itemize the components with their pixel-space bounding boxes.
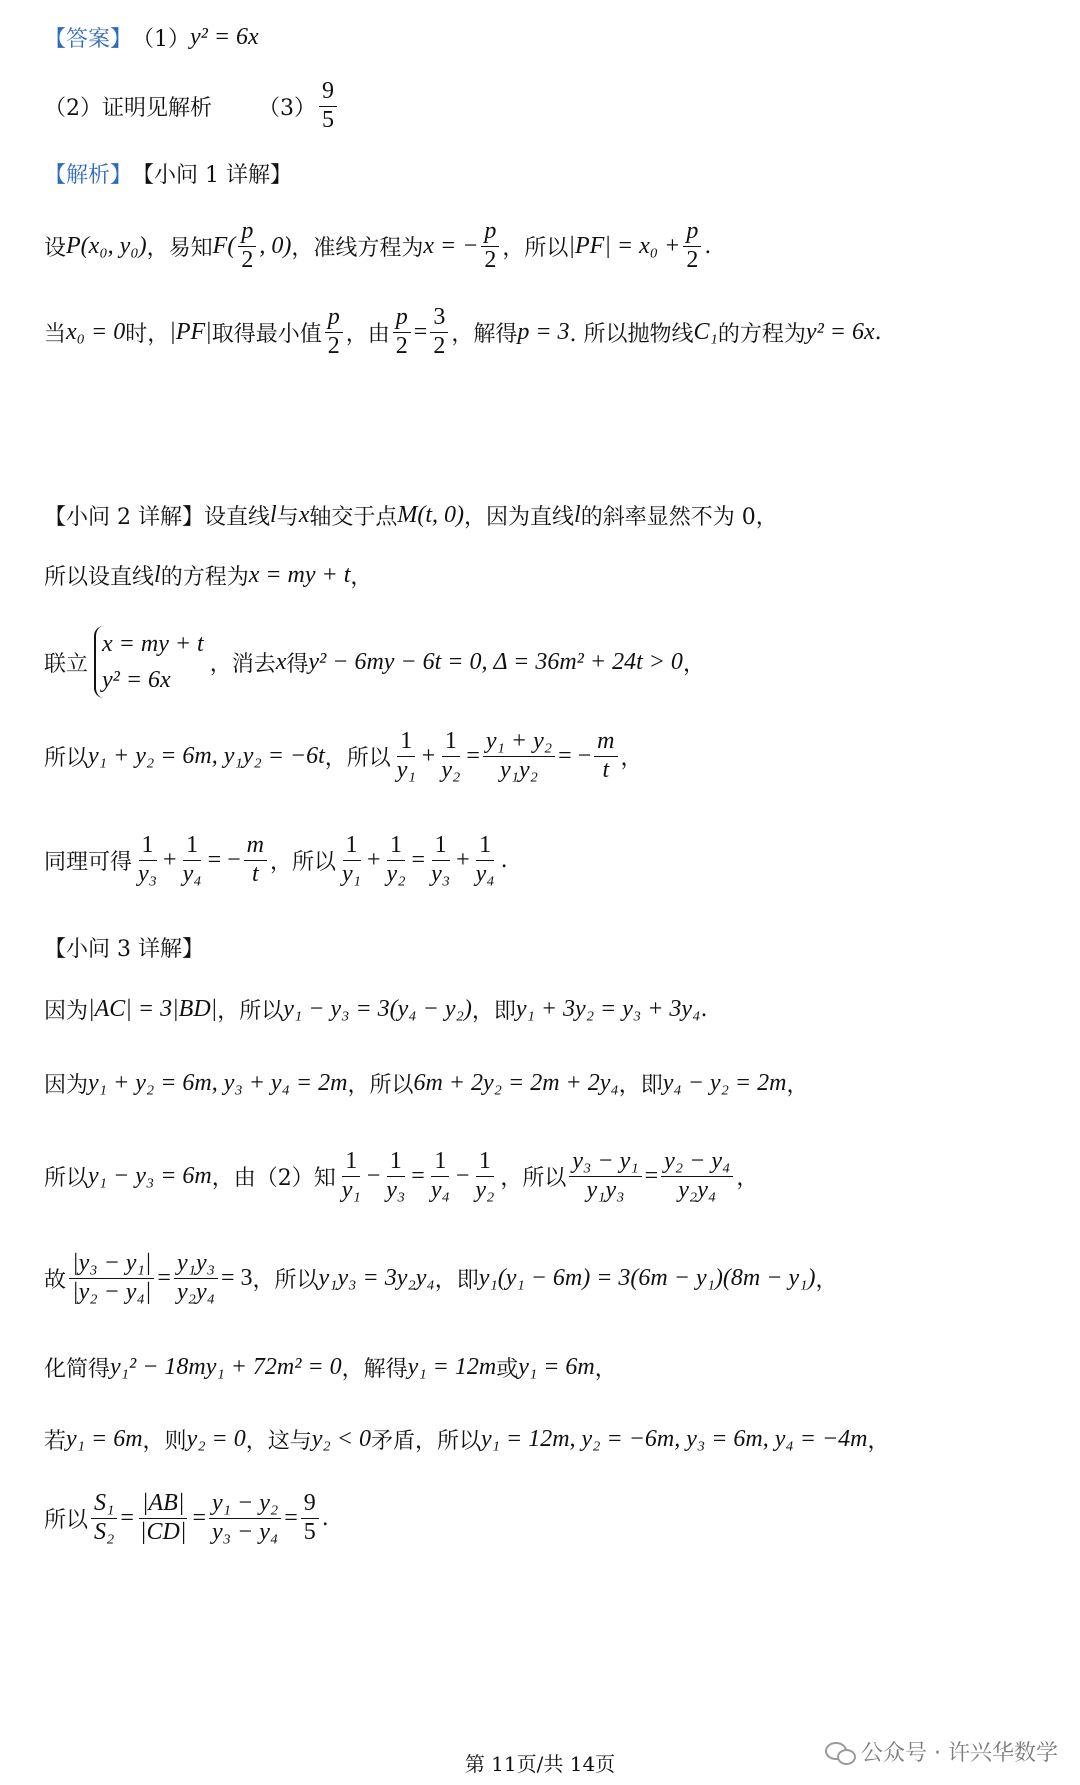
wechat-icon	[825, 1740, 855, 1764]
q1-heading: 【小问 1 详解】	[132, 163, 292, 188]
q3-line-2: 因为 y₁ + y₂ = 6m, y₃ + y₄ = 2m ，所以 6m + 2y₂ = 2m + 2y₄ ，即 y₄ − y₂ = 2m ，	[44, 1070, 809, 1098]
answer-part2: （2）证明见解析	[44, 95, 212, 121]
q3-line-4: 故 $\frac{\text{|y₃ − y₁|}}{\text{|y₂ − y₄|}}$ = $\frac{\text{y₁y₃}}{\text{y₂y₄}}$ = 3 ，所以 y₁y₃ = 3y₂y₄ ，即 y₁(y₁ − 6m) = 3(6m − y₁)(8m − y₁) ，	[44, 1250, 838, 1305]
answer-part3-label: （3）	[258, 95, 316, 121]
q3-heading: 【小问 3 详解】	[44, 937, 204, 962]
answer-tag: 【答案】	[44, 27, 133, 52]
q3-line-3: 所以 y₁ − y₃ = 6m ，由（2）知 $\frac{1}{\text{y₁}}$ − $\frac{1}{\text{y₃}}$ = $\frac{1}{\text{y₄}}$ − $\frac{1}{\text{y₂}}$ ，所以 $\frac{\text{y₃ − y₁}}{\text{y₁y₃}}$ = $\frac{\text{y₂ − y₄}}{\text{y₂y₄}}$ ，	[44, 1148, 759, 1203]
q2-line-3: 联立 x = my + t y² = 6x ，消去 x 得 y² − 6my − 6t = 0, Δ = 36m² + 24t > 0 ，	[44, 626, 705, 698]
q2-line-4: 所以 y₁ + y₂ = 6m, y₁y₂ = −6t ，所以 $\frac{1}{\text{y₁}}$ + $\frac{1}{\text{y₂}}$ = $\frac{\text{y₁ + y₂}}{\text{y₁y₂}}$ = − $\frac{m}{t}$ ，	[44, 728, 643, 783]
answer-part1-label: （1）	[132, 27, 191, 52]
q1-line-2: 当 x₀ = 0 时， |PF| 取得最小值 $\frac{p}{2}$ ，由 $\frac{p}{2}$ = $\frac{3}{2}$ ，解得 p = 3 . 所以抛物线 C₁ 的方程为 y² = 6x .	[44, 304, 882, 359]
answer-line-1	[44, 22, 259, 53]
q1-line-1: 设 P(x₀, y₀) ，易知 F( $\frac{p}{2}$ , 0) ，准线方程为 x = − $\frac{p}{2}$ ，所以 |PF| = x₀ + $\frac{p}{2}$ .	[44, 218, 712, 273]
page-footer: 第 11页/共 14页	[464, 1752, 616, 1776]
q2-line-2: 所以设直线 l 的方程为 x = my + t ，	[44, 562, 373, 590]
q2-heading: 【小问 2 详解】	[44, 505, 204, 530]
answer-part3-fraction: $\frac{9}{5}$	[319, 78, 337, 134]
analysis-tag: 【解析】	[44, 163, 133, 188]
q3-line-5: 化简得 y₁² − 18my₁ + 72m² = 0 ，解得 y₁ = 12m 或 y₁ = 6m ，	[44, 1354, 617, 1382]
q3-line-1: 因为 |AC| = 3|BD| ，所以 y₁ − y₃ = 3(y₄ − y₂) ，即 y₁ + 3y₂ = y₃ + 3y₄ .	[44, 996, 708, 1024]
analysis-heading	[44, 158, 292, 189]
q3-line-7: 所以 $\frac{\text{S₁}}{\text{S₂}}$ = $\frac{|AB|}{|CD|}$ = $\frac{\text{y₁ − y₂}}{\text{y₃ − y₄}}$ = $\frac{9}{5}$ .	[44, 1490, 329, 1545]
watermark	[825, 1736, 1058, 1767]
q2-line-5: 同理可得 $\frac{1}{\text{y₃}}$ + $\frac{1}{\text{y₄}}$ = − $\frac{m}{t}$ ，所以 $\frac{1}{\text{y₁}}$ + $\frac{1}{\text{y₂}}$ = $\frac{1}{\text{y₃}}$ + $\frac{1}{\text{y₄}}$ .	[44, 832, 508, 887]
q3-line-6: 若 y₁ = 6m ，则 y₂ = 0 ，这与 y₂ < 0 矛盾，所以 y₁ = 12m, y₂ = −6m, y₃ = 6m, y₄ = −4m ，	[44, 1426, 890, 1454]
system-of-equations: x = my + t y² = 6x	[94, 626, 204, 698]
q2-line-1: 【小问 2 详解】 设直线 l 与 x 轴交于点 M(t, 0) ，因为直线 l 的斜率显然不为 0，	[44, 502, 778, 530]
answer-line-2	[44, 78, 340, 134]
watermark-text: 公众号 · 许兴华数学	[861, 1741, 1058, 1766]
answer-part1-math: y² = 6x	[190, 24, 259, 50]
